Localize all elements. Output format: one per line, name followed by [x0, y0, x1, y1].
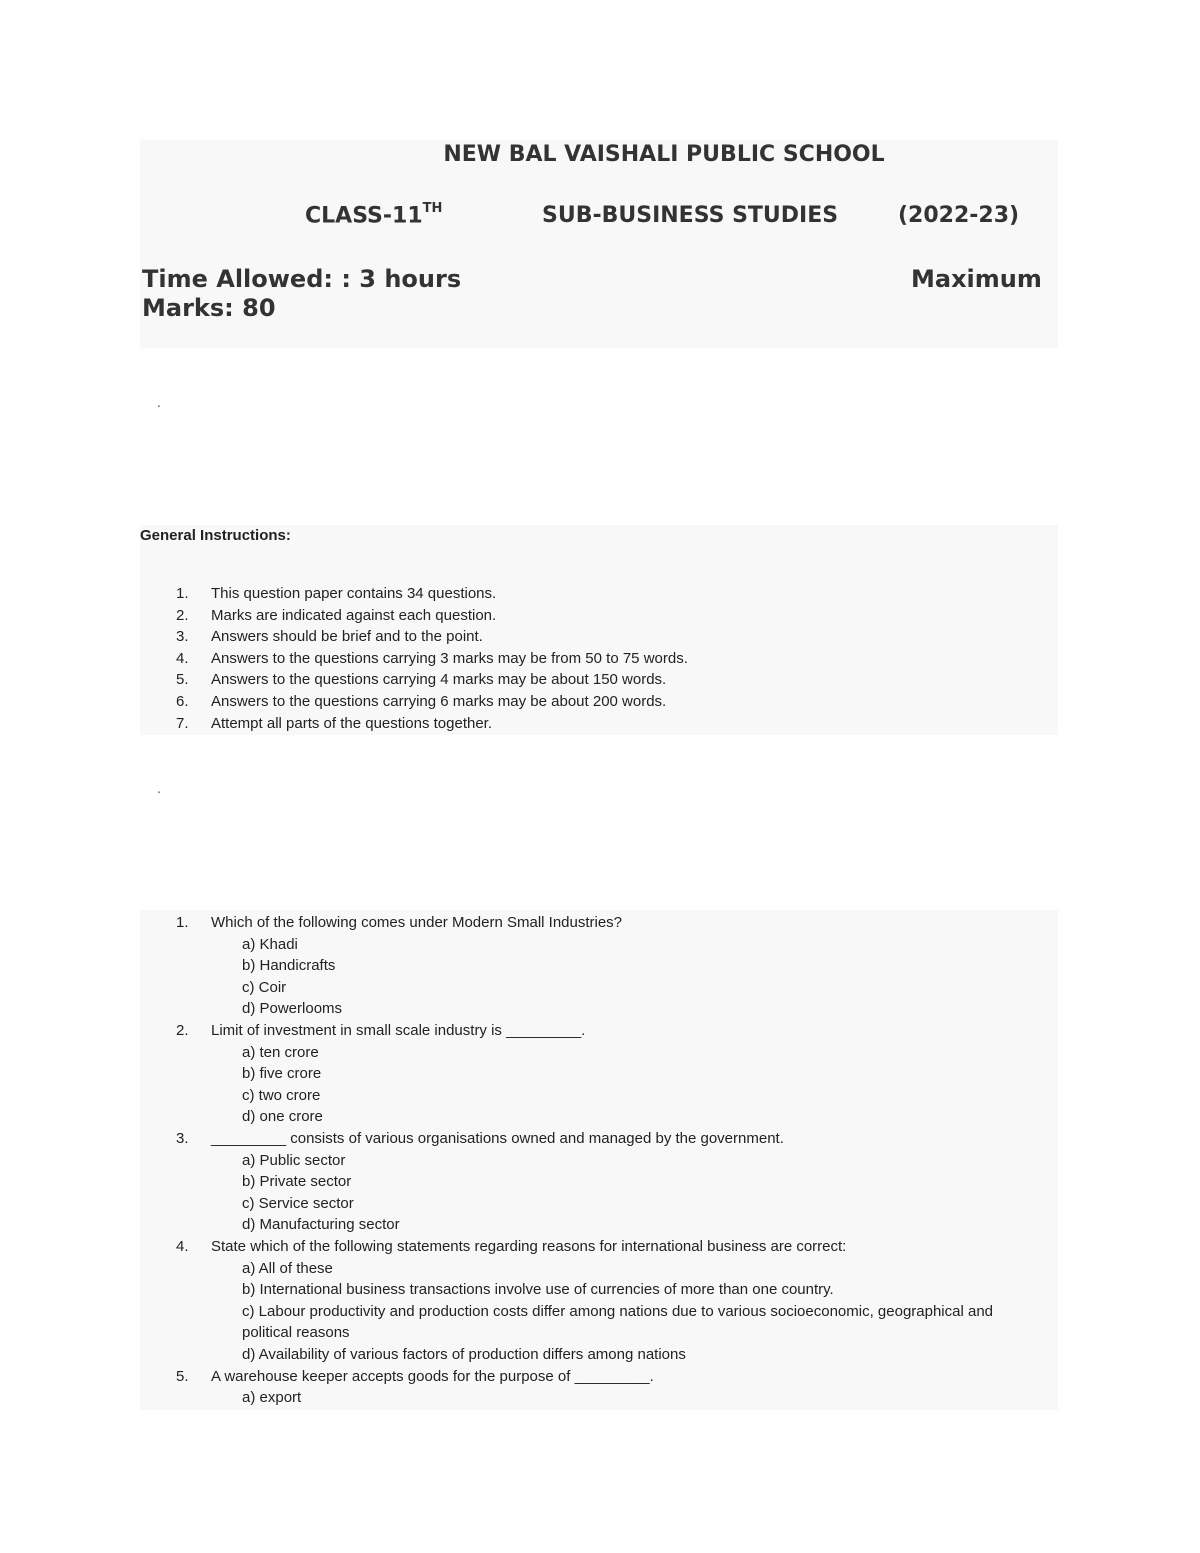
subject-label: SUB-BUSINESS STUDIES — [542, 203, 839, 228]
header-band — [140, 140, 1058, 348]
instruction-item: This question paper contains 34 questions. — [211, 585, 497, 602]
question-option: a) All of these — [242, 1259, 333, 1277]
instruction-number: 2. — [176, 606, 189, 624]
separator-dot: . — [157, 396, 161, 410]
time-allowed: Time Allowed: : 3 hours — [142, 265, 462, 293]
instruction-number: 6. — [176, 693, 189, 710]
maximum-label: Maximum — [911, 265, 1042, 293]
question-text: Limit of investment in small scale industry is _________. — [211, 1022, 586, 1039]
question-option: a) export — [242, 1389, 302, 1407]
instruction-number: 3. — [176, 628, 189, 646]
question-option: d) Availability of various factors of production differs among nations — [242, 1346, 686, 1363]
question-option: d) Manufacturing sector — [242, 1216, 400, 1234]
instructions-title: General Instructions: — [140, 527, 291, 544]
question-number: 5. — [176, 1367, 189, 1385]
question-option: c) Service sector — [242, 1194, 354, 1212]
school-name: NEW BAL VAISHALI PUBLIC SCHOOL — [443, 142, 885, 167]
question-option: b) five crore — [242, 1065, 322, 1083]
question-number: 4. — [176, 1238, 189, 1255]
instruction-item: Answers to the questions carrying 3 marks may be from 50 to 75 words. — [211, 649, 688, 667]
instruction-item: Answers should be brief and to the point. — [211, 628, 483, 646]
instruction-number: 4. — [176, 649, 189, 667]
question-option: c) two crore — [242, 1086, 321, 1104]
question-text: A warehouse keeper accepts goods for the purpose of _________. — [211, 1367, 654, 1385]
instruction-number: 7. — [176, 714, 189, 732]
question-option: c) Labour productivity and production costs differ among nations due to various socioeconomic, geographical and — [242, 1302, 994, 1320]
question-number: 2. — [176, 1022, 189, 1039]
question-option: b) International business transactions involve use of currencies of more than one country. — [242, 1281, 834, 1299]
instruction-item: Attempt all parts of the questions together. — [211, 714, 493, 732]
instruction-number: 5. — [176, 671, 189, 689]
question-text: Which of the following comes under Modern Small Industries? — [211, 914, 623, 931]
instruction-item: Answers to the questions carrying 4 marks may be about 150 words. — [211, 671, 667, 689]
session-label: (2022-23) — [898, 203, 1020, 228]
instruction-item: Answers to the questions carrying 6 marks may be about 200 words. — [211, 693, 667, 710]
instruction-number: 1. — [176, 585, 189, 602]
question-number: 3. — [176, 1130, 189, 1147]
class-text: CLASS-11 — [305, 203, 423, 229]
separator-dot: . — [157, 782, 161, 796]
question-option: b) Private sector — [242, 1173, 352, 1191]
question-option: political reasons — [242, 1324, 350, 1342]
question-option: a) ten crore — [242, 1043, 319, 1061]
question-option: a) Khadi — [242, 935, 298, 953]
question-option: c) Coir — [242, 978, 287, 996]
question-text: State which of the following statements regarding reasons for international business are correct: — [211, 1238, 847, 1255]
question-number: 1. — [176, 914, 189, 931]
class-label — [305, 203, 442, 228]
instruction-item: Marks are indicated against each question. — [211, 606, 497, 624]
class-superscript: TH — [422, 201, 443, 216]
question-option: b) Handicrafts — [242, 957, 336, 975]
question-option: d) Powerlooms — [242, 1000, 343, 1018]
question-option: a) Public sector — [242, 1151, 346, 1169]
marks-label: Marks: 80 — [142, 294, 276, 322]
question-text: _________ consists of various organisations owned and managed by the government. — [211, 1130, 784, 1147]
question-option: d) one crore — [242, 1108, 323, 1126]
